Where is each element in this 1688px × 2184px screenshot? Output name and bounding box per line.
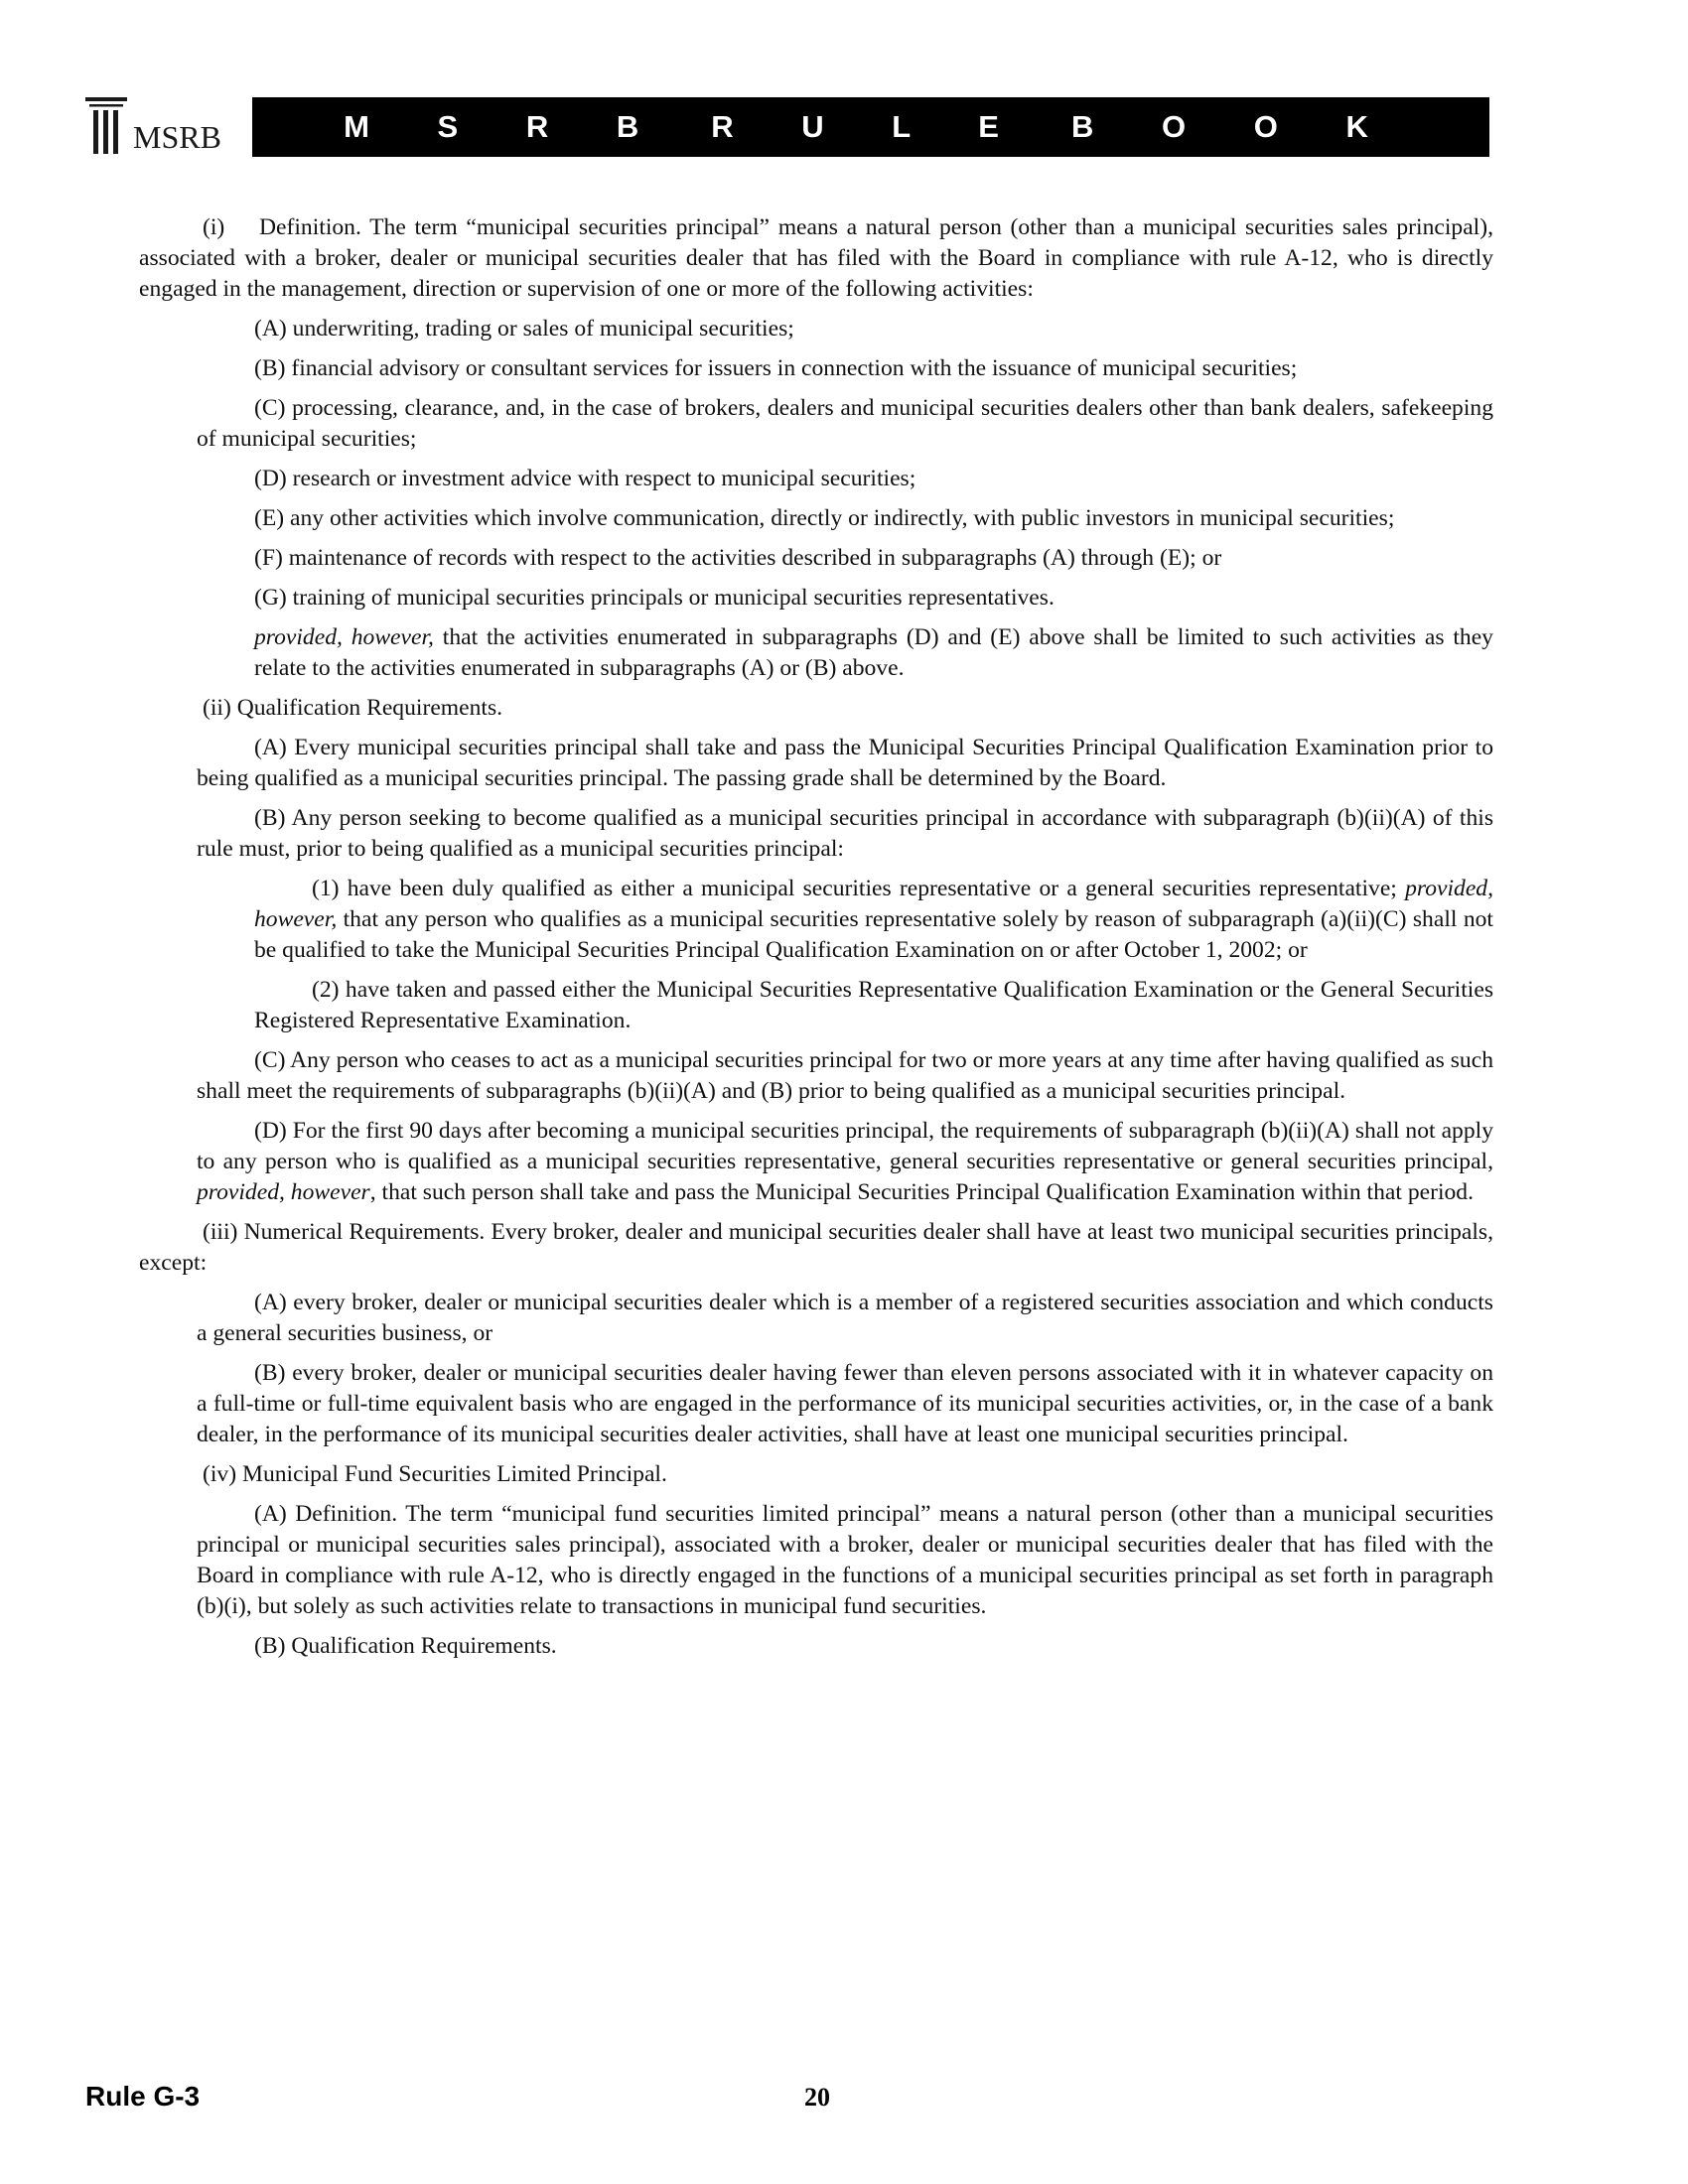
ii-b-1-end: that any person who qualifies as a municipal securities representative solely by reason of subparagraph (a)(ii)(C) shall not be qualified to take the Municipal Securities Principal Qualification Examination on or after October 1, 2002; or xyxy=(254,906,1493,963)
paragraph-i-d: (D) research or investment advice with respect to municipal securities; xyxy=(254,466,916,491)
ii-d-italic: provided, however xyxy=(197,1179,370,1205)
paragraph-i-g: (G) training of municipal securities principals or municipal securities representatives. xyxy=(254,585,1055,611)
ii-b-1-italic: provided, however, xyxy=(254,876,1493,932)
label-i: (i) xyxy=(203,214,225,240)
page-header xyxy=(85,91,1489,161)
ii-d-start: (D) For the first 90 days after becoming a municipal securities principal, the requirements of subparagraph (b)(ii)(A) shall not apply to any person who is qualified as a municipal securities representative, general securities representative or general securities principal, xyxy=(197,1118,1493,1174)
column-logo-icon xyxy=(85,95,129,157)
paragraph-iv-a: (A) Definition. The term “municipal fund securities limited principal” means a natural person (other than a municipal securities principal or municipal securities sales principal), associated with a broker, dealer or municipal securities dealer that has filed with the Board in compliance with rule A-12, who is directly engaged in the functions of a municipal securities principal as set forth in paragraph (b)(i), but solely as such activities relate to transactions in municipal fund securities. xyxy=(197,1501,1493,1619)
banner-word-book: B O O K xyxy=(1071,109,1398,144)
paragraph-i-c: (C) processing, clearance, and, in the case of brokers, dealers and municipal securities dealers other than bank dealers, safekeeping of municipal securities; xyxy=(197,395,1493,452)
paragraph-iii: (iii) Numerical Requirements. Every broker, dealer and municipal securities dealer shall have at least two municipal securities principals, except: xyxy=(139,1219,1493,1276)
rule-book-banner xyxy=(252,97,1489,157)
banner-word-msrb: M S R B xyxy=(344,109,669,144)
page-number: 20 xyxy=(804,2083,830,2112)
paragraph-ii-b-1 xyxy=(139,874,1493,966)
logo-text: MSRB xyxy=(133,119,221,155)
ii-b-1-start: (1) have been duly qualified as either a municipal securities representative or a general securities representative; xyxy=(312,876,1406,901)
rule-text xyxy=(139,212,1493,1671)
paragraph-i-a: (A) underwriting, trading or sales of municipal securities; xyxy=(254,316,794,341)
msrb-logo xyxy=(85,91,254,161)
paragraph-ii-c: (C) Any person who ceases to act as a municipal securities principal for two or more years at any time after having qualified as such shall meet the requirements of subparagraphs (b)(ii)(A) and (B) prior to being qualified as a municipal securities principal. xyxy=(197,1047,1493,1104)
paragraph-ii-a: (A) Every municipal securities principal shall take and pass the Municipal Securities Principal Qualification Examination prior to being qualified as a municipal securities principal. The passing grade shall be determined by the Board. xyxy=(197,735,1493,791)
paragraph-iii-a: (A) every broker, dealer or municipal securities dealer which is a member of a registered securities association and which conducts a general securities business, or xyxy=(197,1290,1493,1346)
paragraph-iv-b: (B) Qualification Requirements. xyxy=(254,1633,557,1659)
text-i: Definition. The term “municipal securities principal” means a natural person (other than a municipal securities sales principal), associated with a broker, dealer or municipal securities dealer that has filed with the Board in compliance with rule A-12, who is directly engaged in the management, direction or supervision of one or more of the following activities: xyxy=(139,214,1493,302)
banner-word-rule: R U L E xyxy=(711,109,1029,144)
footer-rule-label: Rule G-3 xyxy=(85,2081,201,2112)
paragraph-ii-d xyxy=(139,1116,1493,1208)
proviso-italic: provided, however, xyxy=(254,624,434,650)
paragraph-ii-b-2: (2) have taken and passed either the Municipal Securities Representative Qualification Examination or the General Securities Registered Representative Examination. xyxy=(254,977,1493,1033)
ii-d-end: , that such person shall take and pass the Municipal Securities Principal Qualification Examination within that period. xyxy=(369,1179,1474,1205)
paragraph-ii-b: (B) Any person seeking to become qualified as a municipal securities principal in accordance with subparagraph (b)(ii)(A) of this rule must, prior to being qualified as a municipal securities principal: xyxy=(197,805,1493,862)
paragraph-ii: (ii) Qualification Requirements. xyxy=(203,695,503,721)
paragraph-i-b: (B) financial advisory or consultant services for issuers in connection with the issuance of municipal securities; xyxy=(254,355,1298,381)
paragraph-i-f: (F) maintenance of records with respect to the activities described in subparagraphs (A) through (E); or xyxy=(254,545,1222,571)
paragraph-i xyxy=(139,212,1493,305)
proviso-rest: that the activities enumerated in subparagraphs (D) and (E) above shall be limited to such activities as they relate to the activities enumerated in subparagraphs (A) or (B) above. xyxy=(254,624,1493,681)
paragraph-i-e: (E) any other activities which involve communication, directly or indirectly, with public investors in municipal securities; xyxy=(254,505,1395,531)
proviso-paragraph xyxy=(139,622,1493,684)
paragraph-iv: (iv) Municipal Fund Securities Limited Principal. xyxy=(203,1461,667,1487)
paragraph-iii-b: (B) every broker, dealer or municipal securities dealer having fewer than eleven persons associated with it in whatever capacity on a full-time or full-time equivalent basis who are engaged in the performance of its municipal securities activities, or, in the case of a bank dealer, in the performance of its municipal securities dealer activities, shall have at least one municipal securities principal. xyxy=(197,1360,1493,1447)
